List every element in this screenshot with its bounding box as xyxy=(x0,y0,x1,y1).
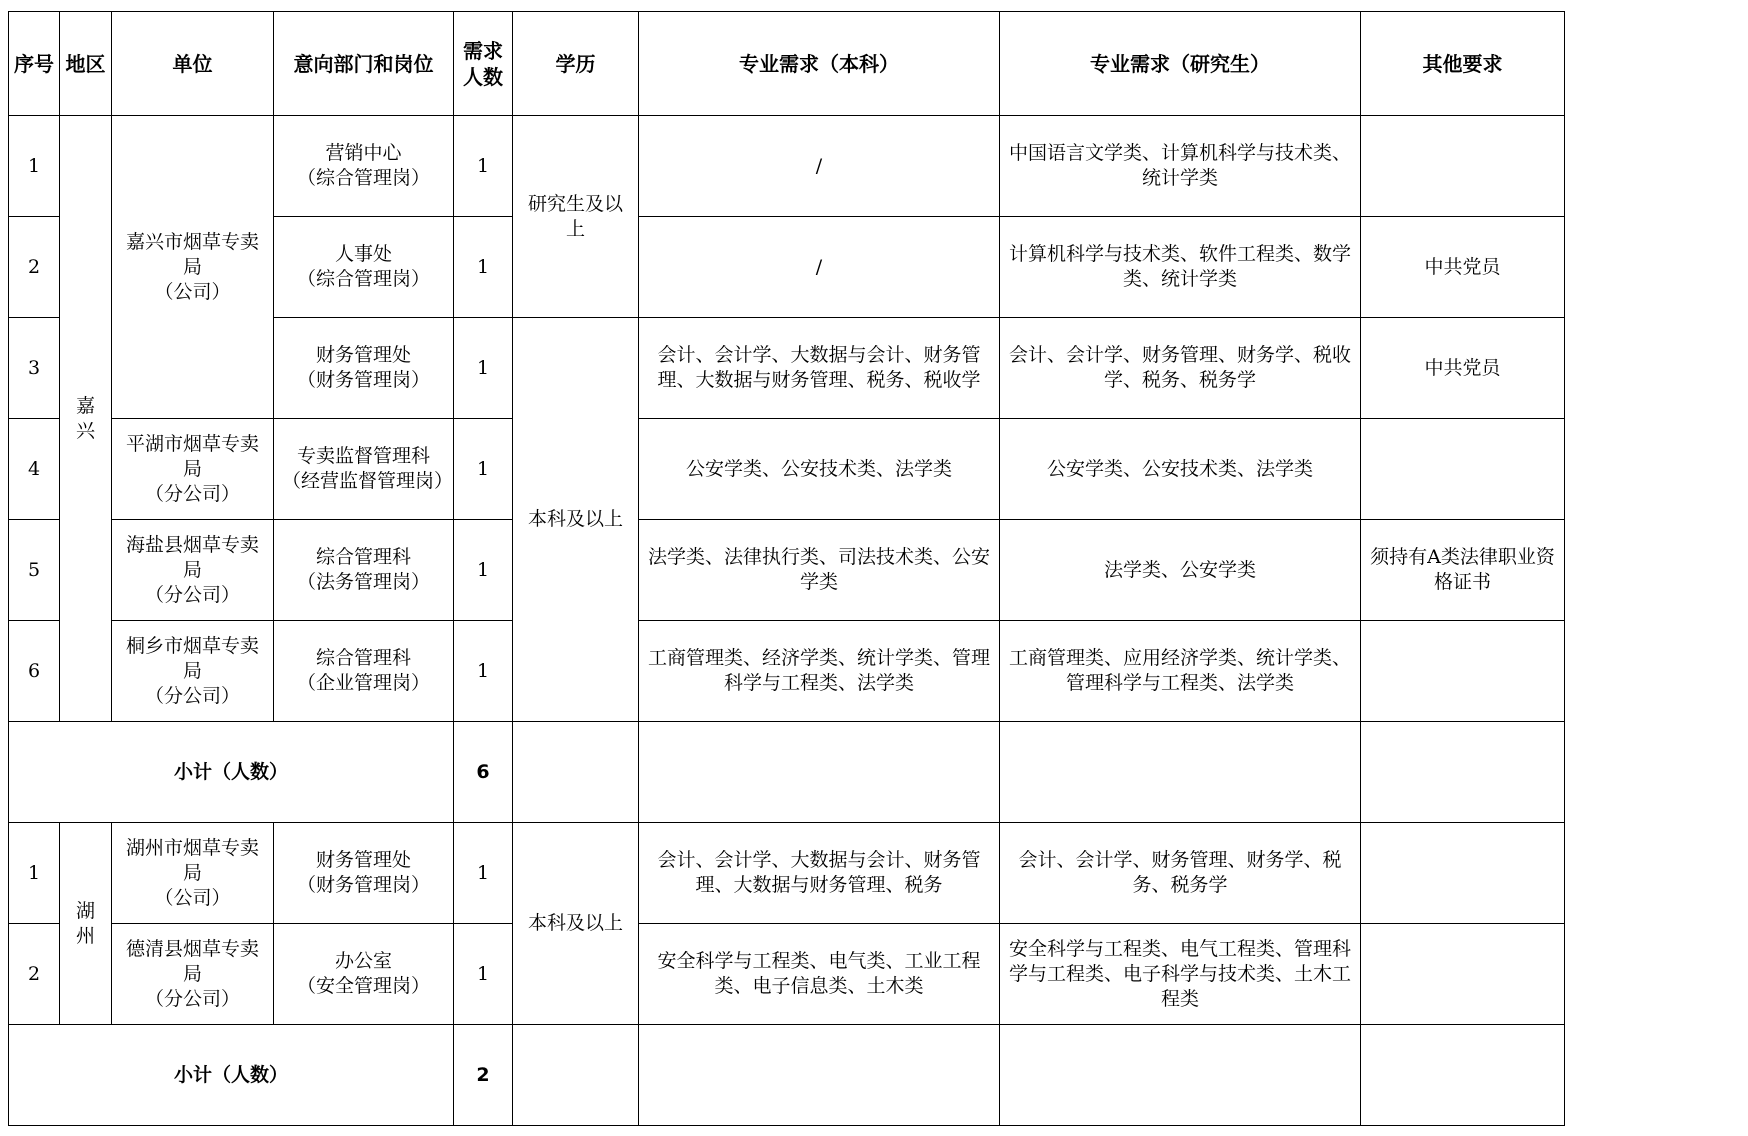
major-postgrad-cell: 中国语言文学类、计算机科学与技术类、统计学类 xyxy=(1000,116,1361,217)
post-name: （经营监督管理岗） xyxy=(282,470,454,492)
subtotal-row xyxy=(9,722,1565,823)
subtotal-label: 小计（人数） xyxy=(9,722,454,823)
post-name: （安全管理岗） xyxy=(296,975,430,997)
unit-type: （分公司） xyxy=(144,987,240,1010)
dept-post-cell xyxy=(274,924,454,1025)
dept-name: 人事处 xyxy=(334,243,392,265)
table-row xyxy=(9,419,1565,520)
region-cell: 嘉兴 xyxy=(60,116,112,722)
dept-name: 专卖监督管理科 xyxy=(296,445,430,467)
unit-name: 海盐县烟草专卖局 xyxy=(125,533,259,581)
major-postgrad-cell: 公安学类、公安技术类、法学类 xyxy=(1000,419,1361,520)
post-name: （综合管理岗） xyxy=(296,268,430,290)
empty-cell xyxy=(1000,1025,1361,1126)
table-row xyxy=(9,823,1565,924)
other-cell: 中共党员 xyxy=(1361,318,1565,419)
unit-name: 平湖市烟草专卖局 xyxy=(125,432,259,480)
major-postgrad-cell: 安全科学与工程类、电气工程类、管理科学与工程类、电子科学与技术类、土木工程类 xyxy=(1000,924,1361,1025)
major-undergrad-cell: 公安学类、公安技术类、法学类 xyxy=(639,419,1000,520)
header-seq: 序号 xyxy=(9,12,60,116)
other-cell xyxy=(1361,419,1565,520)
dept-post-cell xyxy=(274,116,454,217)
major-undergrad-cell: 法学类、法律执行类、司法技术类、公安学类 xyxy=(639,520,1000,621)
recruitment-table xyxy=(8,11,1565,1126)
header-education: 学历 xyxy=(513,12,639,116)
major-postgrad-cell: 计算机科学与技术类、软件工程类、数学类、统计学类 xyxy=(1000,217,1361,318)
post-name: （企业管理岗） xyxy=(296,672,430,694)
major-undergrad-cell: / xyxy=(639,217,1000,318)
demand-cell: 1 xyxy=(454,823,513,924)
major-undergrad-cell: / xyxy=(639,116,1000,217)
major-undergrad-cell: 会计、会计学、大数据与会计、财务管理、大数据与财务管理、税务、税收学 xyxy=(639,318,1000,419)
major-undergrad-cell: 会计、会计学、大数据与会计、财务管理、大数据与财务管理、税务 xyxy=(639,823,1000,924)
unit-type: （分公司） xyxy=(144,684,240,707)
education-cell: 本科及以上 xyxy=(513,823,639,1025)
unit-name: 德清县烟草专卖局 xyxy=(125,937,259,985)
other-cell xyxy=(1361,116,1565,217)
header-unit: 单位 xyxy=(112,12,274,116)
subtotal-count: 2 xyxy=(454,1025,513,1126)
table-row xyxy=(9,621,1565,722)
header-dept-post: 意向部门和岗位 xyxy=(274,12,454,116)
unit-cell xyxy=(112,823,274,924)
seq-cell: 1 xyxy=(9,823,60,924)
demand-cell: 1 xyxy=(454,621,513,722)
unit-type: （公司） xyxy=(154,280,231,303)
subtotal-label: 小计（人数） xyxy=(9,1025,454,1126)
unit-type: （公司） xyxy=(154,886,231,909)
unit-cell xyxy=(112,419,274,520)
seq-cell: 4 xyxy=(9,419,60,520)
other-cell: 中共党员 xyxy=(1361,217,1565,318)
unit-name: 桐乡市烟草专卖局 xyxy=(125,634,259,682)
unit-type: （分公司） xyxy=(144,583,240,606)
demand-cell: 1 xyxy=(454,318,513,419)
major-undergrad-cell: 安全科学与工程类、电气类、工业工程类、电子信息类、土木类 xyxy=(639,924,1000,1025)
dept-name: 营销中心 xyxy=(325,142,402,164)
empty-cell xyxy=(639,722,1000,823)
subtotal-row xyxy=(9,1025,1565,1126)
dept-post-cell xyxy=(274,520,454,621)
header-demand: 需求人数 xyxy=(454,12,513,116)
empty-cell xyxy=(639,1025,1000,1126)
seq-cell: 5 xyxy=(9,520,60,621)
table-row xyxy=(9,924,1565,1025)
post-name: （财务管理岗） xyxy=(296,874,430,896)
post-name: （法务管理岗） xyxy=(296,571,430,593)
dept-name: 财务管理处 xyxy=(315,344,411,366)
post-name: （综合管理岗） xyxy=(296,167,430,189)
demand-cell: 1 xyxy=(454,116,513,217)
dept-post-cell xyxy=(274,621,454,722)
unit-cell xyxy=(112,924,274,1025)
header-major-postgrad: 专业需求（研究生） xyxy=(1000,12,1361,116)
empty-cell xyxy=(1000,722,1361,823)
demand-cell: 1 xyxy=(454,217,513,318)
unit-cell xyxy=(112,520,274,621)
empty-cell xyxy=(513,1025,639,1126)
seq-cell: 6 xyxy=(9,621,60,722)
dept-name: 财务管理处 xyxy=(315,849,411,871)
dept-name: 综合管理科 xyxy=(315,546,411,568)
demand-cell: 1 xyxy=(454,419,513,520)
dept-name: 综合管理科 xyxy=(315,647,411,669)
dept-post-cell xyxy=(274,318,454,419)
table-row xyxy=(9,116,1565,217)
seq-cell: 2 xyxy=(9,924,60,1025)
header-major-undergrad: 专业需求（本科） xyxy=(639,12,1000,116)
header-row xyxy=(9,12,1565,116)
other-cell xyxy=(1361,924,1565,1025)
other-cell xyxy=(1361,621,1565,722)
empty-cell xyxy=(513,722,639,823)
major-postgrad-cell: 会计、会计学、财务管理、财务学、税务、税务学 xyxy=(1000,823,1361,924)
education-cell: 研究生及以上 xyxy=(513,116,639,318)
empty-cell xyxy=(1361,1025,1565,1126)
unit-type: （分公司） xyxy=(144,482,240,505)
unit-cell xyxy=(112,621,274,722)
unit-name: 湖州市烟草专卖局 xyxy=(125,836,259,884)
demand-cell: 1 xyxy=(454,520,513,621)
unit-name: 嘉兴市烟草专卖局 xyxy=(125,230,259,278)
dept-post-cell xyxy=(274,217,454,318)
education-cell: 本科及以上 xyxy=(513,318,639,722)
dept-name: 办公室 xyxy=(334,950,392,972)
seq-cell: 3 xyxy=(9,318,60,419)
major-postgrad-cell: 工商管理类、应用经济学类、统计学类、管理科学与工程类、法学类 xyxy=(1000,621,1361,722)
demand-cell: 1 xyxy=(454,924,513,1025)
major-postgrad-cell: 法学类、公安学类 xyxy=(1000,520,1361,621)
major-undergrad-cell: 工商管理类、经济学类、统计学类、管理科学与工程类、法学类 xyxy=(639,621,1000,722)
unit-cell xyxy=(112,116,274,419)
other-cell xyxy=(1361,823,1565,924)
table-row xyxy=(9,520,1565,621)
header-other: 其他要求 xyxy=(1361,12,1565,116)
post-name: （财务管理岗） xyxy=(296,369,430,391)
other-cell: 须持有A类法律职业资格证书 xyxy=(1361,520,1565,621)
region-cell: 湖州 xyxy=(60,823,112,1025)
empty-cell xyxy=(1361,722,1565,823)
seq-cell: 2 xyxy=(9,217,60,318)
header-region: 地区 xyxy=(60,12,112,116)
dept-post-cell xyxy=(274,823,454,924)
subtotal-count: 6 xyxy=(454,722,513,823)
dept-post-cell xyxy=(274,419,454,520)
major-postgrad-cell: 会计、会计学、财务管理、财务学、税收学、税务、税务学 xyxy=(1000,318,1361,419)
seq-cell: 1 xyxy=(9,116,60,217)
